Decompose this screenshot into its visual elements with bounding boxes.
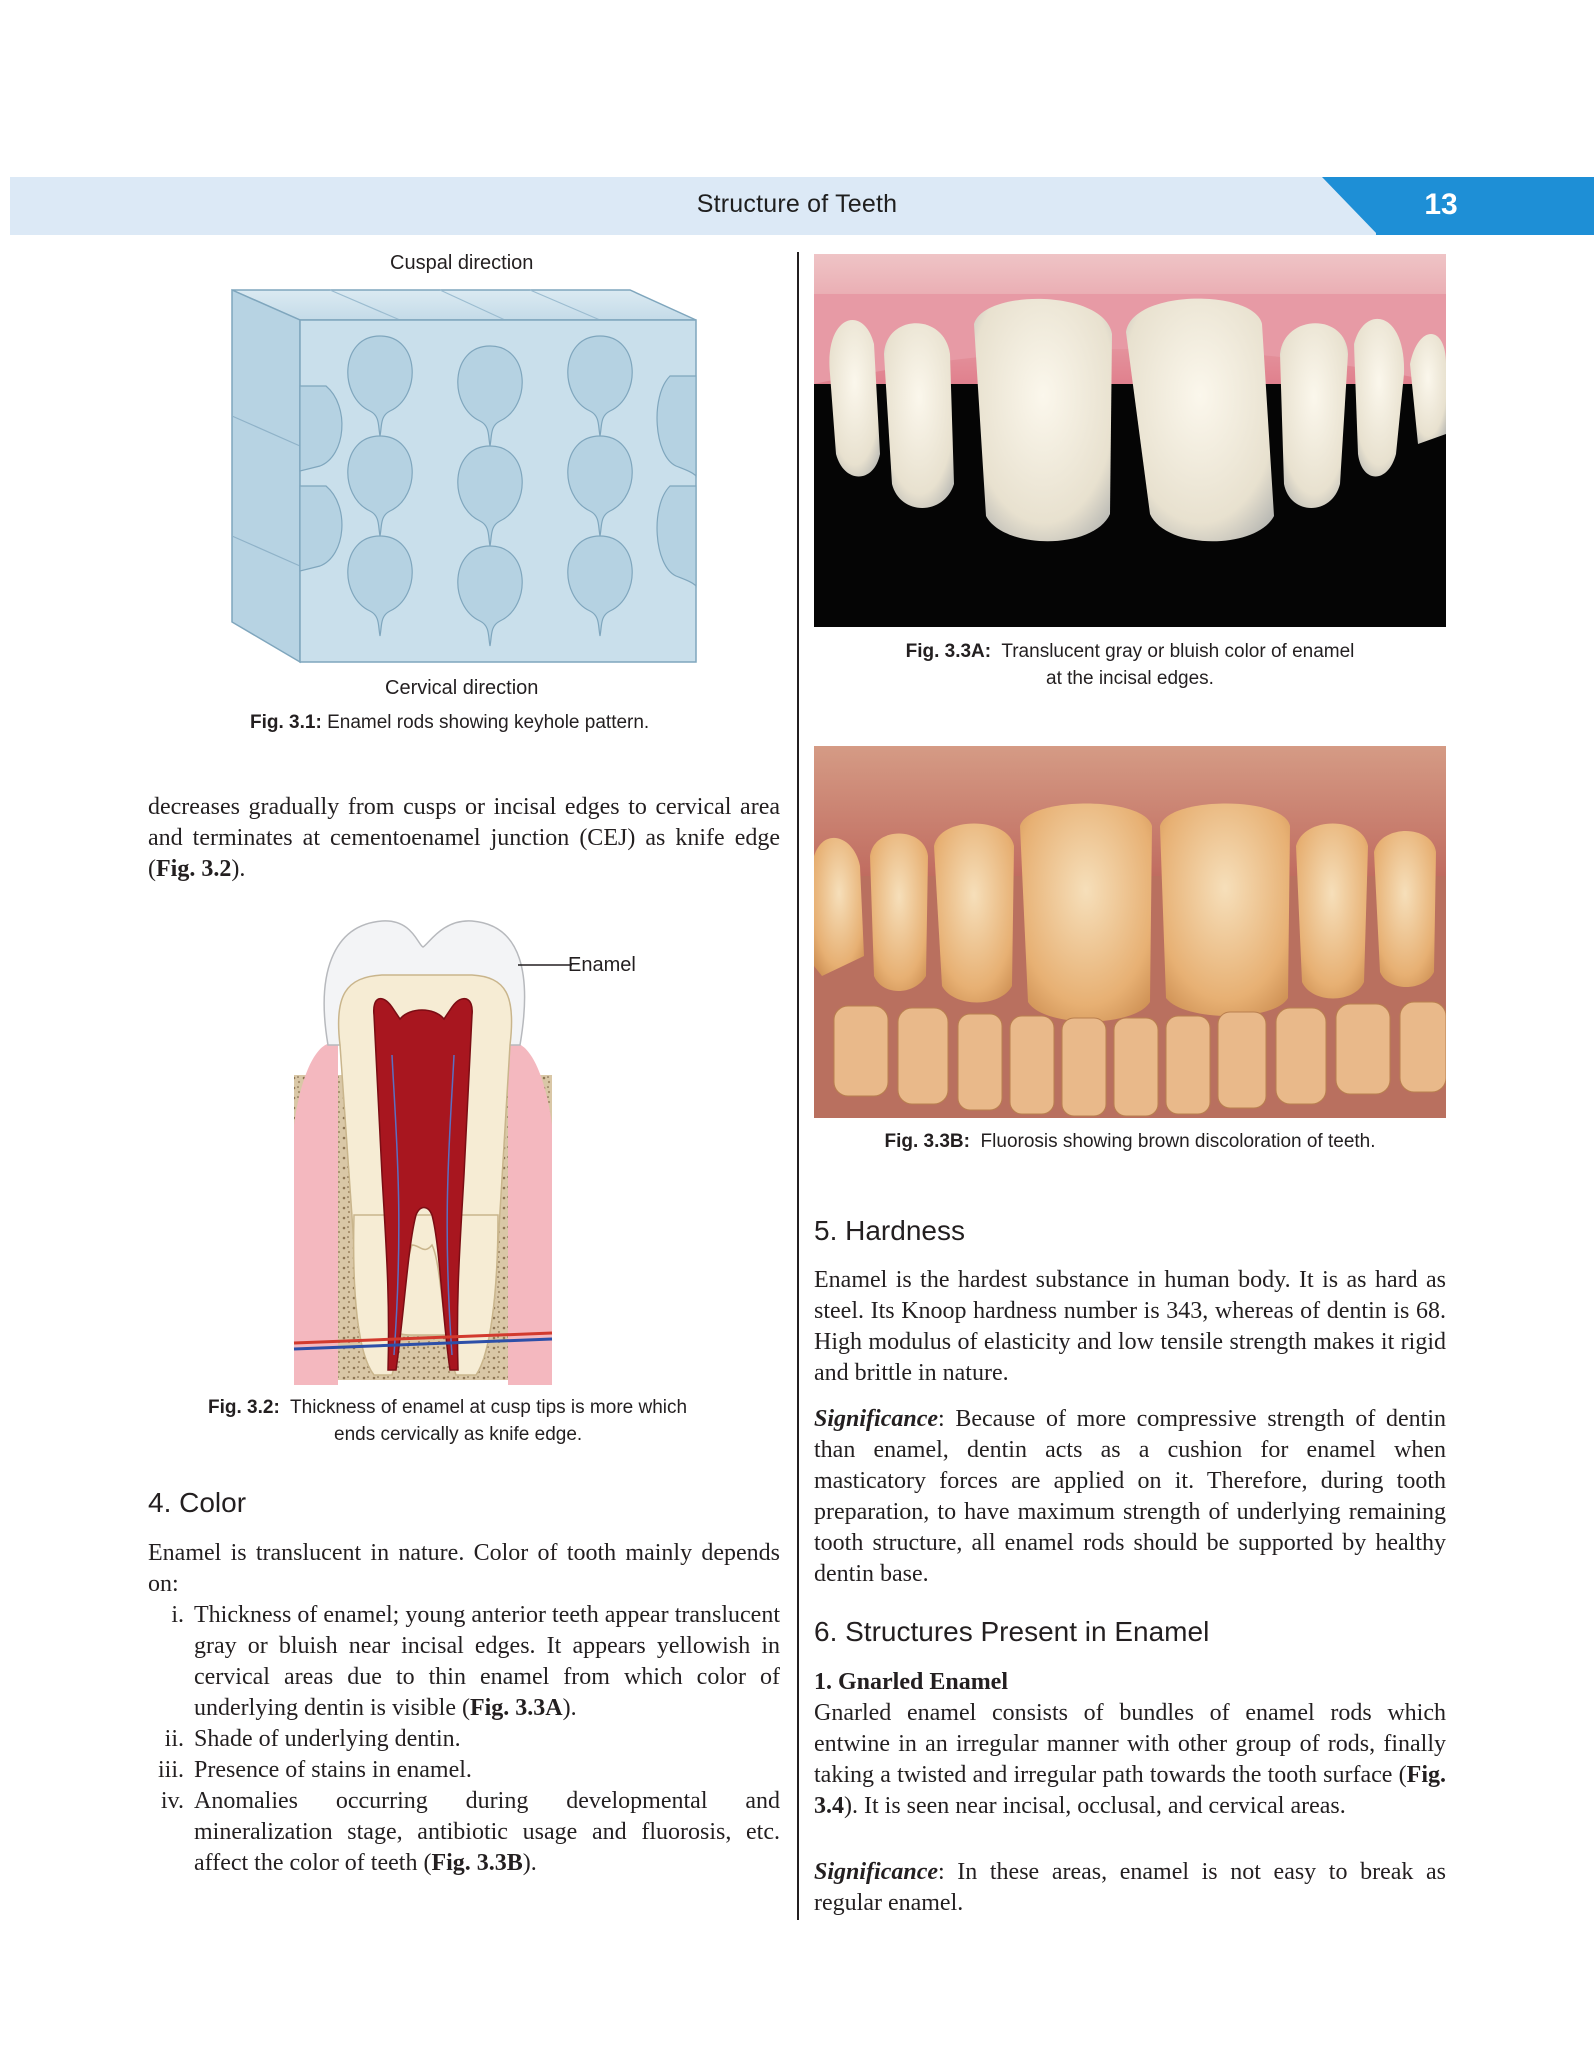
list-item: i. Thickness of enamel; young anterior teeth appear translucent gray or bluish near incisal edges. It appears yellowish in cervical areas due to thin enamel from which color of underlying dentin is visible (Fig. 3.3A). <box>171 1602 780 1721</box>
color-intro: Enamel is translucent in nature. Color of tooth mainly depends on: <box>148 1540 780 1597</box>
gnarled-significance: Significance: In these areas, enamel is not easy to break as regular enamel. <box>814 1859 1446 1916</box>
fig-3-3a-reference[interactable]: Fig. 3.3A <box>469 1695 563 1721</box>
page-number: 13 <box>1424 188 1458 221</box>
list-item: ii. Shade of underlying dentin. <box>164 1726 461 1752</box>
fig-3-3b-caption: Fig. 3.3B: Fluorosis showing brown discoloration of teeth. <box>884 1131 1376 1152</box>
fig-3-3a-caption-number: Fig. 3.3A: <box>905 641 992 662</box>
list-item: iii. Presence of stains in enamel. <box>157 1757 472 1783</box>
hardness-heading: 5. Hardness <box>814 1215 965 1246</box>
fig-3-3b-photo <box>814 746 1446 1118</box>
fig-3-2-label-enamel: Enamel <box>568 954 636 976</box>
hardness-paragraph: Enamel is the hardest substance in human body. It is as hard as steel. Its Knoop hardness number is 343, whereas of dentin is 68. High modulus of elasticity and low tensile strength makes it rigid and brittle in nature. <box>814 1267 1446 1386</box>
fig-3-1-caption <box>250 709 649 736</box>
fig-3-1-bottom-label: Cervical direction <box>385 677 539 699</box>
gnarled-paragraph: Gnarled enamel consists of bundles of enamel rods which entwine in an irregular manner with other group of rods, finally taking a twisted and irregular path towards the tooth surface (Fig. 3.4). It is seen near incisal, occlusal, and cervical areas. <box>814 1700 1446 1819</box>
fig-3-3a-photo <box>814 254 1446 627</box>
running-title: Structure of Teeth <box>696 190 898 218</box>
fig-3-2-reference[interactable]: Fig. 3.2 <box>156 856 232 882</box>
list-item: iv. Anomalies occurring during developmental and mineralization stage, antibiotic usage and fluorosis, etc. affect the color of teeth (Fig. 3.3B). <box>160 1788 780 1876</box>
fig-3-3a-caption: Fig. 3.3A: Translucent gray or bluish color of enamel at the incisal edges. <box>905 641 1355 689</box>
fig-3-1-caption-number: Fig. 3.1: <box>250 712 322 733</box>
color-heading: 4. Color <box>148 1487 247 1518</box>
fig-3-4-reference[interactable]: Fig. 3.4 <box>814 1762 1446 1819</box>
fig-3-3b-caption-number: Fig. 3.3B: <box>884 1131 970 1152</box>
fig-3-1-caption-text: Enamel rods showing keyhole pattern. <box>327 712 650 733</box>
fig-3-1-top-label: Cuspal direction <box>390 252 534 274</box>
fig-3-2-caption-number: Fig. 3.2: <box>208 1397 280 1418</box>
tooth-enamel-diagram <box>292 915 662 1385</box>
color-factors-list <box>148 1600 780 1879</box>
intro-paragraph: decreases gradually from cusps or incisal edges to cervical area and terminates at cementoenamel junction (CEJ) as knife edge (Fig. 3.2). <box>148 794 780 882</box>
page-tab-notch <box>1322 177 1378 235</box>
fig-3-3b-reference[interactable]: Fig. 3.3B <box>431 1850 523 1876</box>
enamel-rods-diagram <box>230 286 702 666</box>
fig-3-2-caption: Fig. 3.2: Thickness of enamel at cusp tips is more which ends cervically as knife edge. <box>208 1397 688 1445</box>
hardness-significance: Significance: Because of more compressive strength of dentin than enamel, dentin acts as a cushion for enamel when masticatory forces are applied on it. Therefore, during tooth preparation, to have maximum strength of underlying remaining tooth structure, all enamel rods should be supported by healthy dentin base. <box>814 1406 1446 1587</box>
column-divider <box>797 252 799 1920</box>
structures-heading: 6. Structures Present in Enamel <box>814 1616 1210 1647</box>
gnarled-heading: 1. Gnarled Enamel <box>814 1669 1009 1695</box>
